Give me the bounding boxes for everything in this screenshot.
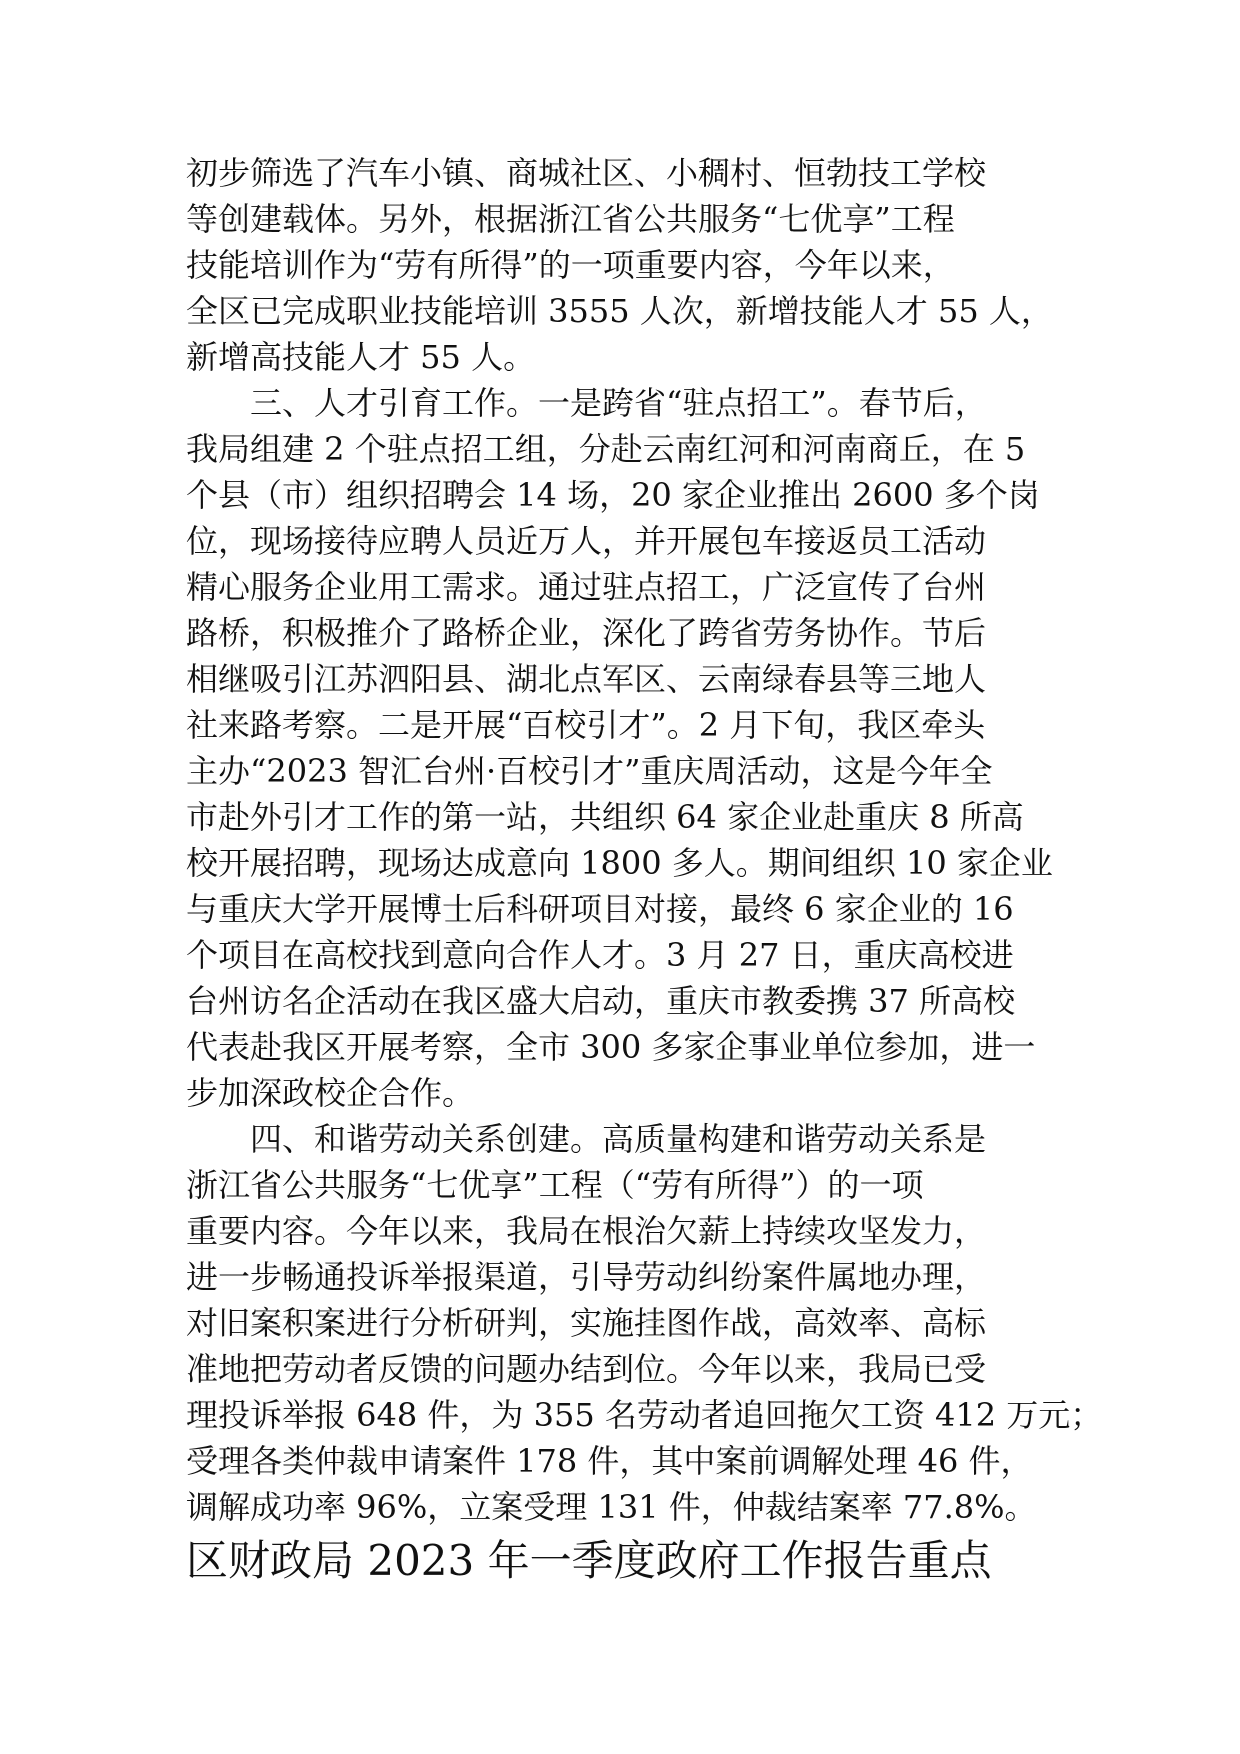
text-line: 重要内容。今年以来，我局在根治欠薪上持续攻坚发力，: [186, 1212, 987, 1250]
text-line: 校开展招聘，现场达成意向 1800 多人。期间组织 10 家企业: [186, 844, 1053, 882]
text-line: 代表赴我区开展考察，全市 300 多家企事业单位参加，进一: [186, 1028, 1036, 1066]
text-line: 全区已完成职业技能培训 3555 人次，新增技能人才 55 人，: [186, 292, 1053, 330]
text-line: 对旧案积案进行分析研判，实施挂图作战，高效率、高标: [186, 1304, 987, 1342]
text-line: 路桥，积极推介了路桥企业，深化了跨省劳务协作。节后: [186, 614, 987, 652]
text-line: 调解成功率 96%，立案受理 131 件，仲裁结案率 77.8%。: [186, 1488, 1037, 1526]
text-line: 步加深政校企合作。: [186, 1074, 475, 1112]
text-line: 个县（市）组织招聘会 14 场，20 家企业推出 2600 多个岗: [186, 476, 1040, 514]
text-line: 社来路考察。二是开展“百校引才”。2 月下旬，我区牵头: [186, 706, 986, 744]
text-line: 技能培训作为“劳有所得”的一项重要内容，今年以来，: [186, 246, 955, 284]
text-line: 初步筛选了汽车小镇、商城社区、小稠村、恒勃技工学校: [186, 154, 987, 192]
text-line: 进一步畅通投诉举报渠道，引导劳动纠纷案件属地办理，: [186, 1258, 987, 1296]
text-line: 与重庆大学开展博士后科研项目对接，最终 6 家企业的 16: [186, 890, 1014, 928]
section-heading: 区财政局 2023 年一季度政府工作报告重点: [186, 1536, 992, 1585]
text-line: 浙江省公共服务“七优享”工程（“劳有所得”）的一项: [186, 1166, 924, 1204]
text-line: 等创建载体。另外，根据浙江省公共服务“七优享”工程: [186, 200, 955, 238]
text-line: 市赴外引才工作的第一站，共组织 64 家企业赴重庆 8 所高: [186, 798, 1024, 836]
body-text: [186, 150, 1103, 1530]
text-line: 准地把劳动者反馈的问题办结到位。今年以来，我局已受: [186, 1350, 987, 1388]
text-line: 主办“2023 智汇台州·百校引才”重庆周活动，这是今年全: [186, 752, 993, 790]
text-line: 三、人才引育工作。一是跨省“驻点招工”。春节后，: [250, 384, 987, 422]
text-line: 位，现场接待应聘人员近万人，并开展包车接返员工活动: [186, 522, 987, 560]
text-line: 个项目在高校找到意向合作人才。3 月 27 日，重庆高校进: [186, 936, 1014, 974]
text-line: 受理各类仲裁申请案件 178 件，其中案前调解处理 46 件，: [186, 1442, 1033, 1480]
text-line: 相继吸引江苏泗阳县、湖北点军区、云南绿春县等三地人: [186, 660, 987, 698]
text-line: 新增高技能人才 55 人。: [186, 338, 536, 376]
text-line: 我局组建 2 个驻点招工组，分赴云南红河和河南商丘，在 5: [186, 430, 1026, 468]
text-line: 台州访名企活动在我区盛大启动，重庆市教委携 37 所高校: [186, 982, 1016, 1020]
text-line: 精心服务企业用工需求。通过驻点招工，广泛宣传了台州: [186, 568, 987, 606]
text-line: 理投诉举报 648 件，为 355 名劳动者追回拖欠工资 412 万元；: [186, 1396, 1103, 1434]
text-line: 四、和谐劳动关系创建。高质量构建和谐劳动关系是: [250, 1120, 987, 1158]
